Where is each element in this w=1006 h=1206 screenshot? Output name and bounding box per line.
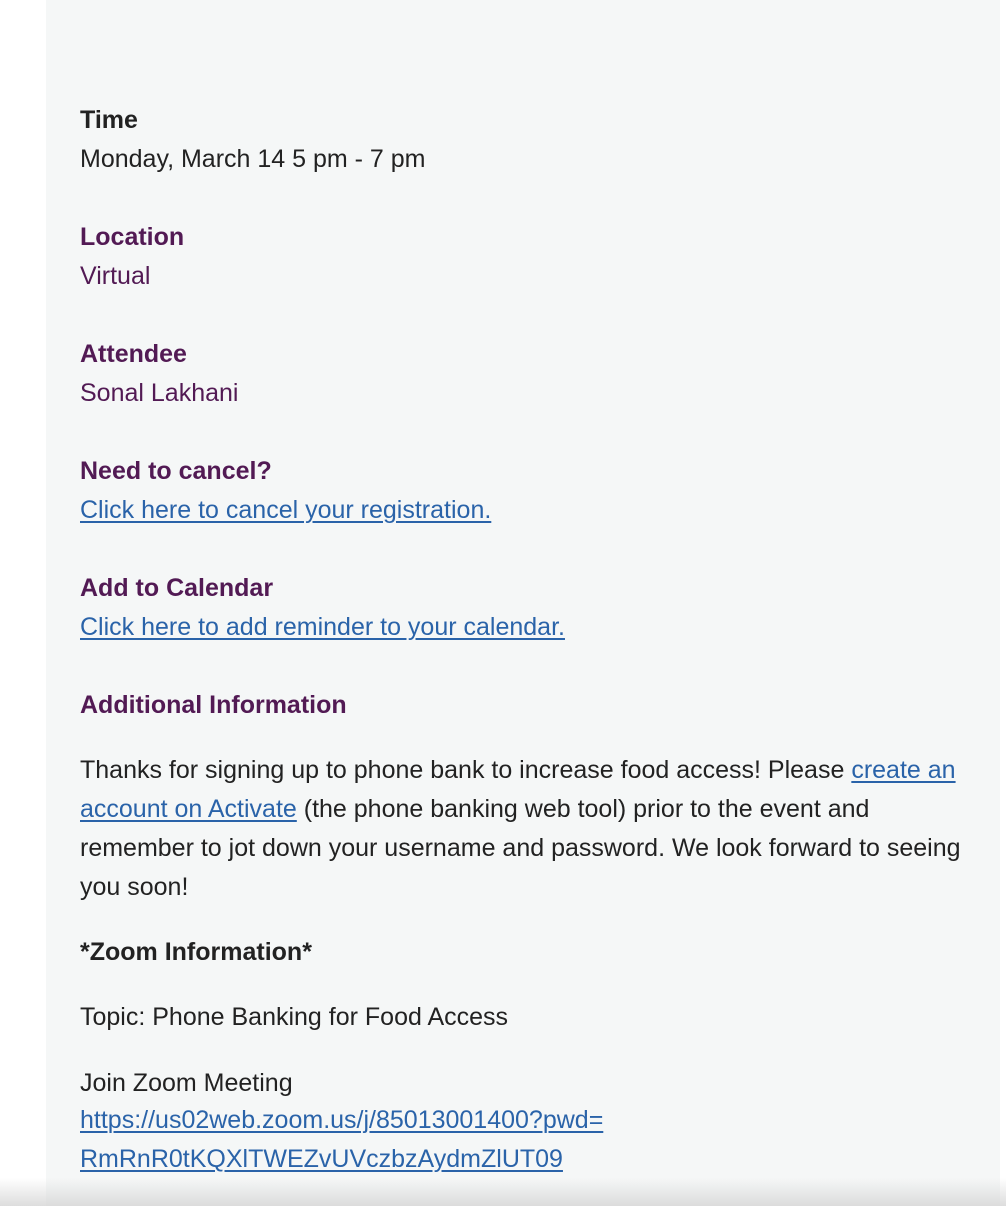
calendar-label: Add to Calendar	[80, 574, 274, 602]
location-value: Virtual	[80, 262, 151, 290]
zoom-join-url[interactable]	[80, 1106, 603, 1173]
attendee-section	[80, 337, 966, 410]
cancel-registration-link[interactable]: Click here to cancel your registration.	[80, 496, 492, 524]
additional-info-body	[80, 751, 970, 907]
zoom-topic: Topic: Phone Banking for Food Access	[80, 1003, 509, 1031]
cancel-section	[80, 454, 966, 527]
additional-info-label: Additional Information	[80, 691, 347, 719]
zoom-url-line-2: RmRnR0tKQXlTWEZvUVczbzAydmZlUT09	[80, 1145, 563, 1173]
paragraph-text-before: Thanks for signing up to phone bank to increase food access! Please	[80, 756, 852, 784]
attendee-value: Sonal Lakhani	[80, 379, 239, 407]
zoom-join-section	[80, 1065, 966, 1179]
location-label: Location	[80, 223, 185, 251]
zoom-heading: *Zoom Information*	[80, 938, 312, 966]
paragraph-text-after: (the phone banking web tool) prior to the event and remember to jot down your username and password. We look forward to seeing you soon!	[80, 795, 961, 901]
time-value: Monday, March 14 5 pm - 7 pm	[80, 145, 426, 173]
location-section	[80, 220, 966, 293]
zoom-join-label: Join Zoom Meeting	[80, 1069, 293, 1097]
window-right-edge	[1000, 0, 1006, 1206]
email-content-panel	[46, 0, 1000, 1206]
create-account-link[interactable]: create an account on Activate	[80, 756, 956, 823]
time-section	[80, 103, 966, 176]
zoom-topic-section	[80, 1000, 966, 1034]
bottom-fade-shadow	[0, 1178, 1006, 1206]
cancel-label: Need to cancel?	[80, 457, 272, 485]
zoom-heading-section	[80, 935, 966, 969]
additional-info-paragraph	[80, 751, 970, 907]
attendee-label: Attendee	[80, 340, 187, 368]
additional-info-section	[80, 688, 966, 722]
time-label: Time	[80, 106, 138, 134]
add-to-calendar-link[interactable]: Click here to add reminder to your calendar.	[80, 613, 565, 641]
calendar-section	[80, 571, 966, 644]
zoom-url-line-1: https://us02web.zoom.us/j/85013001400?pwd=	[80, 1106, 604, 1134]
